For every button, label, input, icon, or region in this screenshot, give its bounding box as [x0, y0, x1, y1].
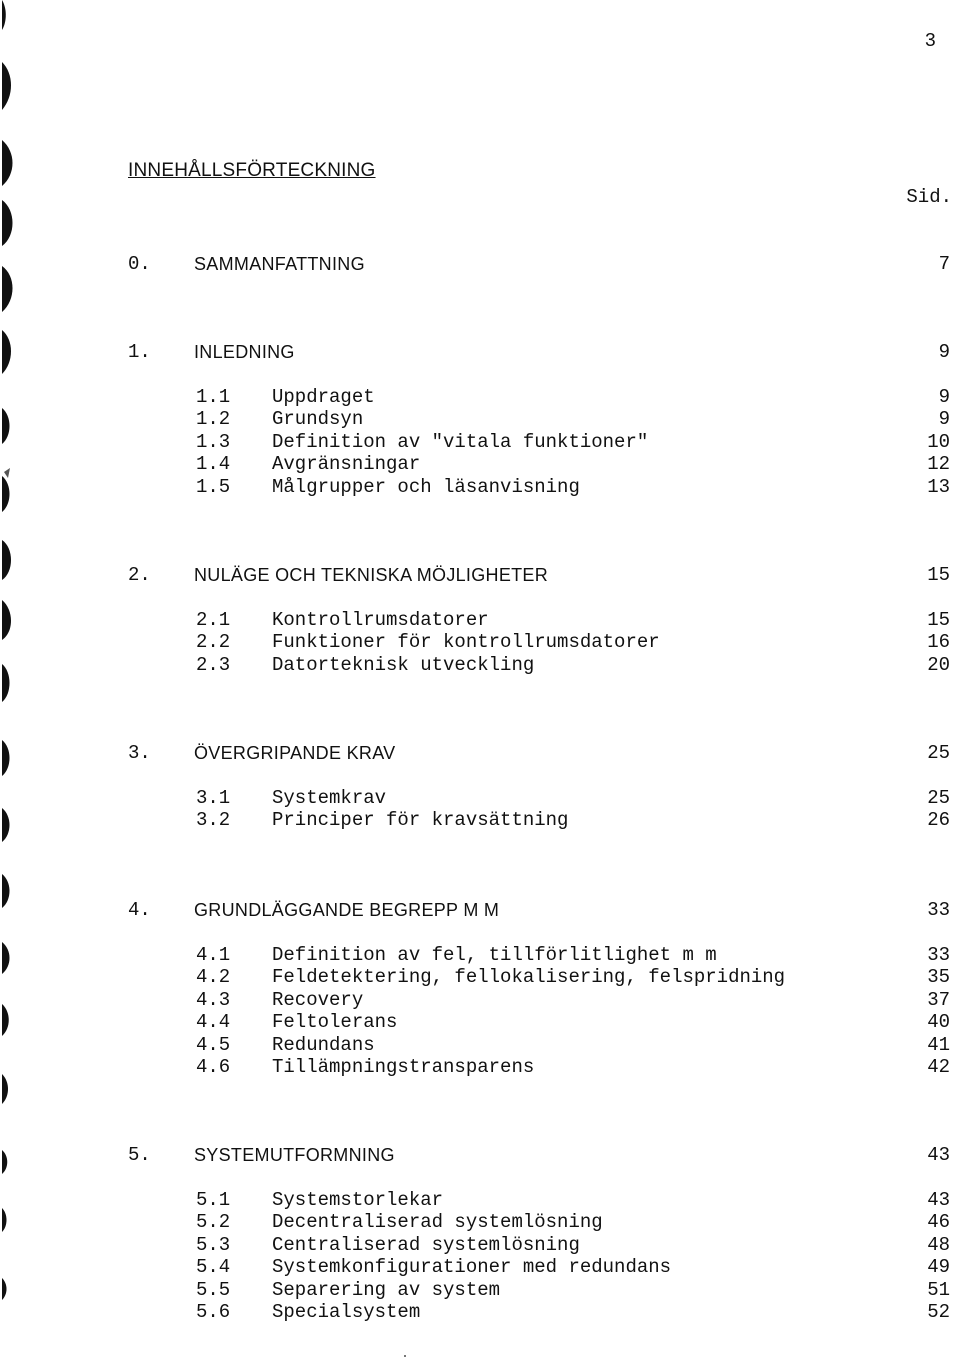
section-page-number: 33 — [927, 899, 950, 921]
section-page-number: 25 — [927, 742, 950, 764]
subsection-number: 4.4 — [196, 1011, 231, 1034]
subsection-page-number: 37 — [927, 988, 950, 1011]
toc-subsection-row — [0, 608, 960, 632]
toc-title: INNEHÅLLSFÖRTECKNING — [128, 160, 376, 181]
toc-subsection-row — [0, 452, 960, 476]
section-title: SAMMANFATTNING — [194, 254, 365, 274]
subsection-number: 4.3 — [196, 988, 231, 1011]
subsection-page-number: 40 — [927, 1011, 950, 1034]
section-title: ÖVERGRIPANDE KRAV — [194, 743, 396, 763]
section-page-number: 9 — [938, 341, 950, 363]
scan-speck — [404, 1355, 406, 1357]
subsection-title: Centraliserad systemlösning — [272, 1233, 580, 1256]
subsection-page-number: 42 — [927, 1056, 950, 1078]
subsection-title: Separering av system — [272, 1278, 501, 1301]
section-title: SYSTEMUTFORMNING — [194, 1145, 395, 1165]
subsection-title: Feltolerans — [272, 1011, 398, 1034]
toc-subsection-row — [0, 653, 960, 677]
section-page-number: 7 — [938, 253, 950, 275]
subsection-number: 3.2 — [196, 809, 231, 832]
subsection-page-number: 41 — [927, 1033, 950, 1056]
subsection-number: 1.3 — [196, 430, 231, 453]
toc-subsection-row — [0, 965, 960, 989]
subsection-page-number: 20 — [927, 653, 950, 676]
section-page-number: 43 — [927, 1144, 950, 1166]
section-number: 4. — [128, 899, 151, 921]
toc-section-row — [0, 340, 960, 364]
section-title: GRUNDLÄGGANDE BEGREPP M M — [194, 900, 500, 920]
toc-subsection-row — [0, 1010, 960, 1034]
subsection-number: 1.1 — [196, 386, 231, 408]
subsection-page-number: 15 — [927, 609, 950, 631]
toc-section-row — [0, 741, 960, 765]
subsection-number: 5.4 — [196, 1256, 231, 1279]
subsection-number: 5.5 — [196, 1278, 231, 1301]
subsection-number: 2.3 — [196, 653, 231, 676]
toc-subsection-row — [0, 1233, 960, 1257]
toc-subsection-row — [0, 430, 960, 454]
toc-subsection-row — [0, 988, 960, 1012]
subsection-number: 5.2 — [196, 1211, 231, 1234]
toc-subsection-row — [0, 786, 960, 810]
toc-subsection-row — [0, 1300, 960, 1324]
page-number: 3 — [924, 30, 936, 52]
subsection-page-number: 16 — [927, 631, 950, 654]
subsection-title: Målgrupper och läsanvisning — [272, 475, 580, 498]
subsection-number: 5.3 — [196, 1233, 231, 1256]
subsection-number: 5.6 — [196, 1301, 231, 1323]
subsection-page-number: 9 — [938, 408, 950, 431]
section-number: 1. — [128, 341, 151, 363]
subsection-page-number: 26 — [927, 809, 950, 832]
subsection-page-number: 43 — [927, 1189, 950, 1211]
toc-subsection-row — [0, 1188, 960, 1212]
subsection-title: Redundans — [272, 1033, 375, 1056]
subsection-page-number: 25 — [927, 787, 950, 809]
subsection-number: 4.5 — [196, 1033, 231, 1056]
subsection-title: Specialsystem — [272, 1301, 421, 1323]
subsection-title: Avgränsningar — [272, 453, 421, 476]
subsection-number: 1.2 — [196, 408, 231, 431]
subsection-title: Tillämpningstransparens — [272, 1056, 535, 1078]
section-number: 3. — [128, 742, 151, 764]
subsection-page-number: 10 — [927, 430, 950, 453]
subsection-title: Systemstorlekar — [272, 1189, 444, 1211]
subsection-number: 4.2 — [196, 966, 231, 989]
subsection-title: Grundsyn — [272, 408, 364, 431]
subsection-number: 1.4 — [196, 453, 231, 476]
subsection-page-number: 49 — [927, 1256, 950, 1279]
toc-subsection-row — [0, 385, 960, 409]
toc-section-row — [0, 1143, 960, 1167]
section-number: 5. — [128, 1144, 151, 1166]
toc-subsection-row — [0, 1278, 960, 1302]
subsection-title: Uppdraget — [272, 386, 375, 408]
toc-subsection-row — [0, 808, 960, 832]
toc-subsection-row — [0, 943, 960, 967]
toc-subsection-row — [0, 407, 960, 431]
toc-section-row — [0, 563, 960, 587]
page-column-label: Sid. — [906, 186, 952, 208]
section-page-number: 15 — [927, 564, 950, 586]
subsection-number: 3.1 — [196, 787, 231, 809]
section-number: 0. — [128, 253, 151, 275]
subsection-number: 5.1 — [196, 1189, 231, 1211]
subsection-number: 1.5 — [196, 475, 231, 498]
subsection-page-number: 46 — [927, 1211, 950, 1234]
subsection-page-number: 52 — [927, 1301, 950, 1323]
subsection-page-number: 12 — [927, 453, 950, 476]
toc-section-row — [0, 252, 960, 276]
toc-subsection-row — [0, 1055, 960, 1079]
subsection-title: Definition av "vitala funktioner" — [272, 430, 649, 453]
toc-subsection-row — [0, 1210, 960, 1234]
toc-subsection-row — [0, 1033, 960, 1057]
section-title: NULÄGE OCH TEKNISKA MÖJLIGHETER — [194, 565, 549, 585]
subsection-title: Definition av fel, tillförlitlighet m m — [272, 944, 717, 966]
section-number: 2. — [128, 564, 151, 586]
subsection-number: 2.1 — [196, 609, 231, 631]
subsection-page-number: 13 — [927, 475, 950, 498]
section-title: INLEDNING — [194, 342, 295, 362]
subsection-number: 4.1 — [196, 944, 231, 966]
subsection-title: Systemkrav — [272, 787, 387, 809]
toc-subsection-row — [0, 1255, 960, 1279]
subsection-page-number: 9 — [938, 386, 950, 408]
subsection-title: Datorteknisk utveckling — [272, 653, 535, 676]
subsection-title: Recovery — [272, 988, 364, 1011]
subsection-number: 2.2 — [196, 631, 231, 654]
subsection-page-number: 51 — [927, 1278, 950, 1301]
subsection-title: Systemkonfigurationer med redundans — [272, 1256, 672, 1279]
subsection-number: 4.6 — [196, 1056, 231, 1078]
subsection-title: Decentraliserad systemlösning — [272, 1211, 603, 1234]
subsection-title: Kontrollrumsdatorer — [272, 609, 489, 631]
subsection-page-number: 35 — [927, 966, 950, 989]
subsection-title: Funktioner för kontrollrumsdatorer — [272, 631, 660, 654]
toc-section-row — [0, 898, 960, 922]
subsection-page-number: 48 — [927, 1233, 950, 1256]
subsection-title: Principer för kravsättning — [272, 809, 569, 832]
subsection-title: Feldetektering, fellokalisering, felspridning — [272, 966, 786, 989]
toc-subsection-row — [0, 630, 960, 654]
subsection-page-number: 33 — [927, 944, 950, 966]
toc-subsection-row — [0, 475, 960, 499]
